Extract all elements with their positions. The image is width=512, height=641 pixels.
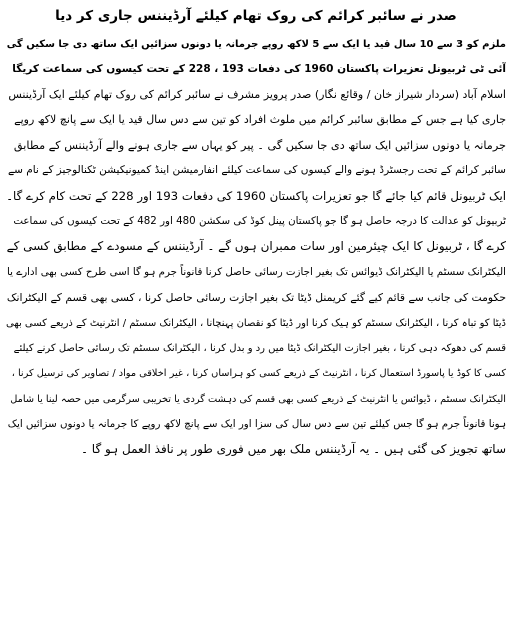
body-line: ڈیٹا کو تباہ کرنا ، الیکٹرانک سسٹم کو ہیک کرنا اور ڈیٹا کو نقصان پہنچانا ، الیکٹرانک سسٹم / انٹرنیٹ کے ذریعے کسی بھی <box>6 317 506 329</box>
body-line: جاری کیا ہے جس کے مطابق سائبر کرائم میں ملوث افراد کو تین سے دس سال قید یا ایک سے پانچ لاکھ روپے <box>14 113 506 127</box>
body-line: اسلام آباد (سردار شیراز خان / وقائع نگار) صدر پرویز مشرف نے سائبر کرائم کی روک تھام کیلئے ایک آرڈیننس <box>8 88 506 101</box>
subheadline-tribunal: آئی ٹی ٹربیونل تعزیرات پاکستان 1960 کی دفعات 193 ، 228 کے تحت کیسوں کی سماعت کریگا <box>12 63 506 75</box>
body-line: سائبر کرائم کے تحت رجسٹرڈ ہونے والے کیسوں کی سماعت کیلئے انفارمیشن اینڈ کمیونیکیشن ٹکنالوجیز کے نام سے <box>7 164 506 177</box>
body-line: ایک ٹربیونل قائم کیا جائے گا جو تعزیرات پاکستان 1960 کی دفعات 193 اور 228 کے تحت کام کرے گا۔ <box>6 188 506 203</box>
body-line: جرمانہ یا دونوں سزائیں ایک ساتھ دی جا سکیں گی ۔ پیر کو یہاں سے جاری ہونے والے آرڈیننس کے مطابق <box>13 138 506 152</box>
subheadline-penalty: ملزم کو 3 سے 10 سال قید یا ایک سے 5 لاکھ روپے جرمانہ یا دونوں سزائیں ایک ساتھ دی جا سکیں گی <box>6 39 506 50</box>
body-line: ٹربیونل کو عدالت کا درجہ حاصل ہو گا جو پاکستان پینل کوڈ کی سکشن 480 اور 482 کے تحت کیسوں کی سماعت <box>13 214 506 227</box>
article-body <box>6 82 506 463</box>
body-line: کسی کا کوڈ یا پاسورڈ استعمال کرنا ، انٹرنیٹ کے ذریعے کسی کو ہراساں کرنا ، غیر اخلاقی مواد / تصاویر کی ترسیل کرنا ، <box>11 368 506 380</box>
headline: صدر نے سائبر کرائم کی روک تھام کیلئے آرڈیننس جاری کر دیا <box>55 8 457 24</box>
body-line: الیکٹرانک سسٹم یا الیکٹرانک ڈیوائس تک بغیر اجازت رسائی حاصل کرنا قانوناً جرم ہو گا اسی طرح کسی بھی ادارے یا <box>6 265 506 278</box>
body-line: کرے گا ، ٹربیونل کا ایک چیئرمین اور سات ممبران ہوں گے ۔ آرڈیننس کے مسودے کے مطابق کسی کے <box>6 239 506 254</box>
body-line: الیکٹرانک سسٹم ، ڈیوائس یا انٹرنیٹ کے ذریعے کسی بھی قسم کی دہشت گردی یا تخریبی سرگرمی میں حصہ لینا یا شامل <box>10 393 506 405</box>
body-line: قسم کی دھوکہ دہی کرنا ، بغیر اجازت الیکٹرانک ڈیٹا میں رد و بدل کرنا ، الیکٹرانک سسٹم تک رسائی حاصل کرنے کیلئے <box>13 342 506 354</box>
body-line: ساتھ تجویز کی گئی ہیں ۔ یہ آرڈیننس ملک بھر میں فوری طور پر نافذ العمل ہو گا ۔ <box>80 442 506 457</box>
body-line: حکومت کی جانب سے قائم کیے گئے کریمنل ڈیٹا تک بغیر اجازت رسائی حاصل کرنا ، کسی بھی قسم کے الیکٹرانک <box>6 291 506 305</box>
body-line: ہونا قانوناً جرم ہو گا جس کیلئے تین سے دس سال کی سزا اور ایک سے پانچ لاکھ روپے کا جرمانہ یا دونوں سزائیں ایک <box>7 418 506 431</box>
